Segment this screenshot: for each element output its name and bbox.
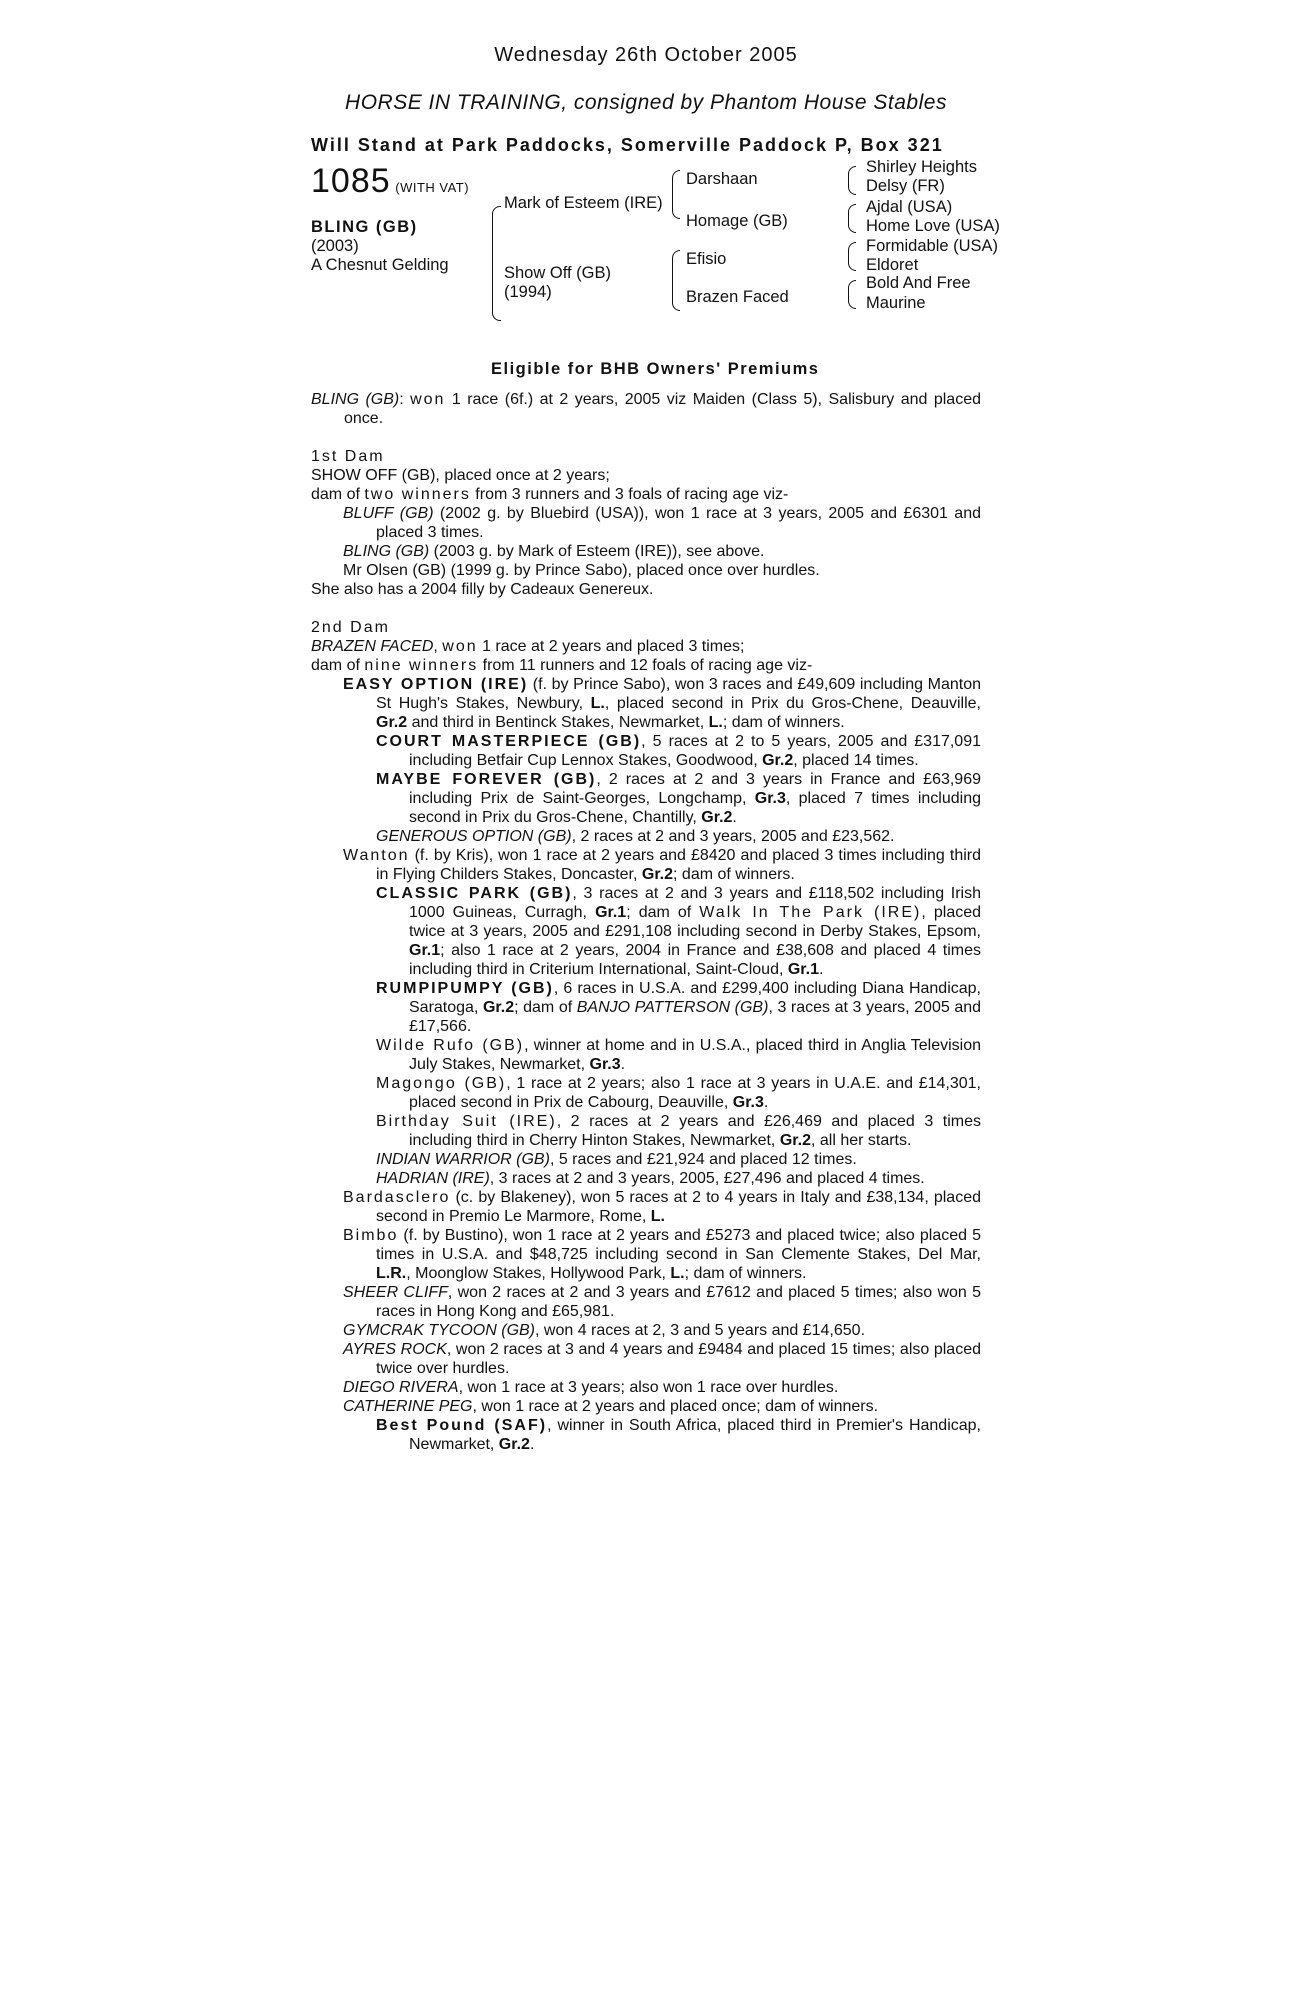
produce-bardasclero: Bardasclero (c. by Blakeney), won 5 races at 2 to 4 years in Italy and £38,134, placed second in Premio Le Marmore, Rome, L. (343, 1189, 981, 1225)
produce-wanton: Wanton (f. by Kris), won 1 race at 2 years and £8420 and placed 3 times including third in Flying Childers Stakes, Doncaster, Gr.2; dam of winners. (343, 847, 981, 883)
first-dam-line2: dam of two winners from 3 runners and 3 foals of racing age viz- (311, 486, 789, 503)
second-dam-line1: BRAZEN FACED, won 1 race at 2 years and placed 3 times; (311, 638, 745, 655)
produce-diego-rivera: DIEGO RIVERA, won 1 race at 3 years; also won 1 race over hurdles. (343, 1379, 839, 1396)
sire-sire: Darshaan (686, 170, 758, 188)
produce-catherine-peg: CATHERINE PEG, won 1 race at 2 years and placed once; dam of winners. (343, 1398, 879, 1415)
produce-filly: She also has a 2004 filly by Cadeaux Genereux. (311, 581, 654, 598)
dam-sire: Efisio (686, 250, 727, 268)
produce-olsen: Mr Olsen (GB) (1999 g. by Prince Sabo), placed once over hurdles. (343, 562, 820, 579)
gen3-3: Ajdal (USA) (866, 198, 953, 216)
brace-g2 (848, 182, 856, 195)
stand-location: Will Stand at Park Paddocks, Somerville Paddock P, Box 321 (311, 135, 944, 155)
catalogue-text (311, 390, 981, 1454)
produce-wilde-rufo: Wilde Rufo (GB), winner at home and in U.S.A., placed third in Anglia Television July Stakes, Newmarket, Gr.3. (376, 1037, 981, 1073)
pedigree-table (311, 158, 1000, 378)
dam-year: (1994) (504, 283, 552, 301)
brace-dam (492, 254, 501, 321)
produce-sheer-cliff: SHEER CLIFF, won 2 races at 2 and 3 years and £7612 and placed 5 times; also won 5 races in Hong Kong and £65,981. (343, 1284, 981, 1320)
dam-name: Show Off (GB) (504, 264, 611, 282)
produce-maybe-forever: MAYBE FOREVER (GB), 2 races at 2 and 3 years in France and £63,969 including Prix de Saint-Georges, Longchamp, Gr.3, placed 7 times including second in Prix du Gros-Chene, Chantilly, Gr.2. (376, 771, 982, 826)
race-record: BLING (GB): won 1 race (6f.) at 2 years, 2005 viz Maiden (Class 5), Salisbury and placed once. (311, 391, 982, 427)
catalogue-page (311, 40, 1000, 1454)
lot-number: 1085 (311, 162, 391, 200)
horse-description: A Chesnut Gelding (311, 256, 449, 274)
produce-easy-option: EASY OPTION (IRE) (f. by Prince Sabo), won 3 races and £49,609 including Manton St Hugh's Stakes, Newbury, L., placed second in Prix du Gros-Chene, Deauville, Gr.2 and third in Bentinck Stakes, Newmarket, L.; dam of winners. (343, 676, 982, 731)
produce-indian-warrior: INDIAN WARRIOR (GB), 5 races and £21,924 and placed 12 times. (376, 1151, 857, 1168)
first-dam-line1: SHOW OFF (GB), placed once at 2 years; (311, 467, 610, 484)
consignment-title: HORSE IN TRAINING, consigned by Phantom House Stables (345, 91, 947, 114)
brace-g5 (848, 242, 856, 259)
sire-dam: Homage (GB) (686, 212, 788, 230)
gen3-1: Shirley Heights (866, 158, 977, 176)
produce-classic-park: CLASSIC PARK (GB), 3 races at 2 and 3 years and £118,502 including Irish 1000 Guineas, Curragh, Gr.1; dam of Walk In The Park (IRE), placed twice at 3 years, 2005 and £291,108 including second in Derby Stakes, Epsom, Gr.1; also 1 race at 2 years, 2004 in France and £38,608 and placed 4 times including third in Criterium International, Saint-Cloud, Gr.1. (376, 885, 982, 978)
brace-sire-sire (672, 170, 680, 198)
gen3-2: Delsy (FR) (866, 177, 945, 195)
produce-bling: BLING (GB) (2003 g. by Mark of Esteem (IRE)), see above. (343, 543, 765, 560)
produce-bimbo: Bimbo (f. by Bustino), won 1 race at 2 years and £5273 and placed twice; also placed 5 times in U.S.A. and $48,725 including second in San Clemente Stakes, Del Mar, L.R., Moonglow Stakes, Hollywood Park, L.; dam of winners. (343, 1227, 981, 1282)
produce-gymcrak-tycoon: GYMCRAK TYCOON (GB), won 4 races at 2, 3 and 5 years and £14,650. (343, 1322, 866, 1339)
horse-year: (2003) (311, 237, 359, 255)
produce-generous-option: GENEROUS OPTION (GB), 2 races at 2 and 3 years, 2005 and £23,562. (376, 828, 895, 845)
brace-g8 (848, 296, 856, 309)
produce-best-pound: Best Pound (SAF), winner in South Africa, placed third in Premier's Handicap, Newmarket, Gr.2. (376, 1417, 981, 1453)
horse-name: BLING (GB) (311, 218, 418, 236)
gen3-6: Eldoret (866, 256, 919, 274)
sire-name: Mark of Esteem (IRE) (504, 194, 663, 212)
produce-court-masterpiece: COURT MASTERPIECE (GB), 5 races at 2 to 5 years, 2005 and £317,091 including Betfair Cup Lennox Stakes, Goodwood, Gr.2, placed 14 times. (376, 733, 982, 769)
brace-dam-dam (672, 280, 680, 311)
first-dam-heading: 1st Dam (311, 448, 385, 465)
gen3-8: Maurine (866, 294, 926, 312)
gen3-7: Bold And Free (866, 274, 971, 292)
produce-rumpipumpy: RUMPIPUMPY (GB), 6 races in U.S.A. and £299,400 including Diana Handicap, Saratoga, Gr.2; dam of BANJO PATTERSON (GB), 3 races at 3 years, 2005 and £17,566. (376, 980, 982, 1035)
brace-g3 (848, 204, 856, 221)
brace-dam-sire (672, 250, 680, 281)
lot-number-line (311, 162, 470, 200)
second-dam-heading: 2nd Dam (311, 619, 390, 636)
eligibility-note: Eligible for BHB Owners' Premiums (491, 360, 820, 378)
sale-date: Wednesday 26th October 2005 (494, 44, 798, 66)
produce-hadrian: HADRIAN (IRE), 3 races at 2 and 3 years, 2005, £27,496 and placed 4 times. (376, 1170, 925, 1187)
brace-sire (492, 206, 501, 255)
produce-birthday-suit: Birthday Suit (IRE), 2 races at 2 years and £26,469 and placed 3 times including third in Cherry Hinton Stakes, Newmarket, Gr.2, all her starts. (376, 1113, 982, 1149)
produce-bluff: BLUFF (GB) (2002 g. by Bluebird (USA)), won 1 race at 3 years, 2005 and £6301 and placed 3 times. (343, 505, 981, 541)
vat-label: (WITH VAT) (395, 180, 470, 195)
brace-sire-dam (672, 197, 680, 219)
dam-dam: Brazen Faced (686, 288, 789, 306)
produce-magongo: Magongo (GB), 1 race at 2 years; also 1 race at 3 years in U.A.E. and £14,301, placed second in Prix de Cabourg, Deauville, Gr.3. (376, 1075, 981, 1111)
gen3-4: Home Love (USA) (866, 217, 1000, 235)
gen3-5: Formidable (USA) (866, 237, 999, 255)
brace-g1 (848, 166, 856, 183)
brace-g7 (848, 280, 856, 297)
produce-ayres-rock: AYRES ROCK, won 2 races at 3 and 4 years and £9484 and placed 15 times; also placed twice over hurdles. (343, 1341, 982, 1377)
brace-g6 (848, 258, 856, 271)
second-dam-line2: dam of nine winners from 11 runners and 12 foals of racing age viz- (311, 657, 813, 674)
brace-g4 (848, 220, 856, 233)
